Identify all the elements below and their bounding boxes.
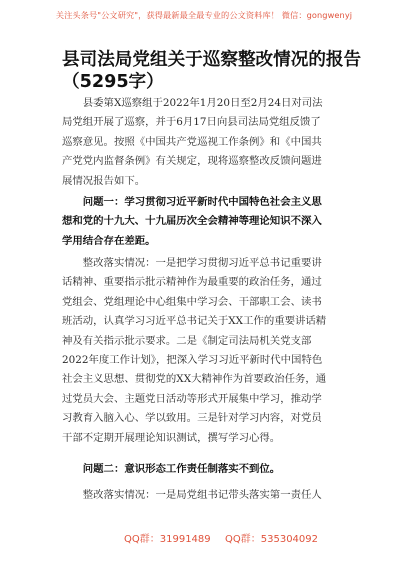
text-line: 党组会、党组理论中心组集中学习会、干部职工会、读书 — [62, 295, 322, 308]
text-line: 想和党的十九大、十九届历次全会精神等理论知识不深入 — [62, 215, 322, 228]
text-line: 干部不定期开展理论知识测试，撰写学习心得。 — [62, 431, 281, 444]
text-line: 问题一：学习贯彻习近平新时代中国特色社会主义思 — [62, 196, 322, 208]
text-line: 2022年度工作计划》，把深入学习习近平新时代中国特色 — [62, 354, 323, 367]
text-line: 学用结合存在差距。 — [62, 234, 156, 247]
issue-1-heading — [62, 193, 356, 251]
text-line: 产党党内监督条例》有关规定，现将巡察整改反馈问题进 — [62, 155, 322, 168]
page-title — [62, 49, 362, 93]
footer-contacts — [0, 530, 408, 546]
top-banner — [0, 0, 408, 30]
text-line: 社会主义思想、贯彻党的XX大精神作为首要政治任务，通 — [62, 373, 327, 386]
banner-text: 关注头条号"公文研究"，获得最新最全最专业的公文资料库！ 微信：gongwenyj — [55, 9, 353, 20]
text-line: 问题二：意识形态工作责任制落实不到位。 — [62, 463, 281, 475]
text-line: 展情况报告如下。 — [62, 174, 146, 187]
qq-group-1: QQ群：31991489 — [124, 534, 211, 545]
text-line: 过党员大会、主题党日活动等形式开展集中学习，推动学 — [62, 392, 322, 405]
text-line: 局党组开展了巡察，并于6月17日向县司法局党组反馈了 — [62, 116, 321, 129]
text-line: 班活动，认真学习习近平总书记关于XX工作的重要讲话精 — [62, 315, 327, 328]
text-line: 习教育入脑入心、学以致用。三是针对学习内容，对党员 — [62, 412, 322, 425]
text-line: 话精神、重要指示批示精神作为最重要的政治任务，通过 — [62, 276, 322, 289]
title-line-1: 县司法局党组关于巡察整改情况的报告 — [62, 50, 362, 70]
text-line: 巡察意见。按照《中国共产党巡视工作条例》和《中国共 — [62, 135, 322, 148]
qq-group-2: QQ群：535304092 — [225, 534, 319, 545]
issue-2-heading — [62, 460, 356, 479]
text-line: 县委第X巡察组于2022年1月20日至2月24日对司法 — [62, 97, 323, 109]
issue-2-rectification — [62, 486, 356, 505]
text-line: 整改落实情况：一是把学习贯彻习近平总书记重要讲 — [62, 257, 322, 269]
title-line-2: （5295字） — [62, 72, 164, 92]
issue-1-rectification — [62, 254, 356, 448]
text-line: 整改落实情况：一是局党组书记带头落实第一责任人 — [62, 489, 322, 501]
intro-paragraph — [62, 94, 356, 191]
text-line: 神及有关指示批示要求。二是《制定司法局机关党支部 — [62, 334, 312, 347]
